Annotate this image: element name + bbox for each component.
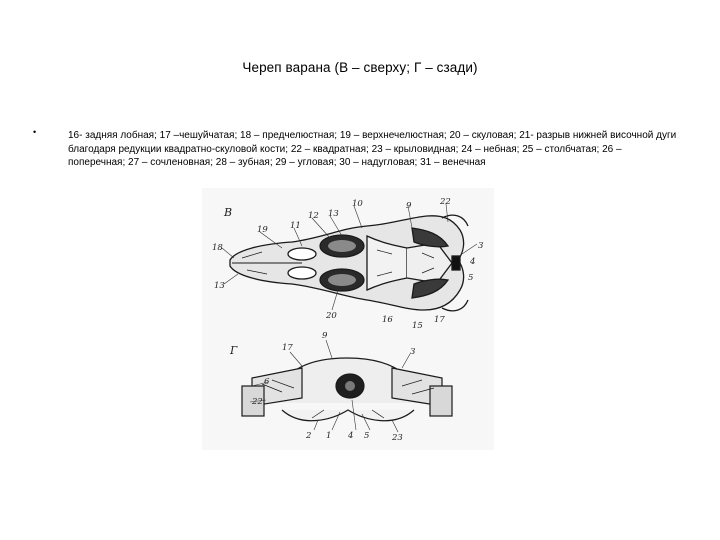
svg-text:1: 1 — [326, 431, 332, 441]
svg-text:6: 6 — [264, 377, 270, 387]
svg-text:3: 3 — [478, 241, 484, 251]
svg-text:12: 12 — [308, 211, 319, 221]
skull-illustration — [202, 188, 494, 450]
view-letter-top: В — [224, 206, 233, 219]
svg-text:23: 23 — [392, 433, 403, 443]
svg-text:15: 15 — [412, 321, 423, 331]
svg-text:16: 16 — [382, 315, 393, 325]
svg-text:11: 11 — [290, 221, 301, 231]
svg-text:2: 2 — [306, 431, 312, 441]
slide-title: Череп варана (В – сверху; Г – сзади) — [242, 60, 478, 75]
bullet-marker: • — [33, 127, 37, 137]
svg-text:5: 5 — [364, 431, 370, 441]
svg-text:22: 22 — [440, 197, 451, 207]
svg-text:18: 18 — [212, 243, 223, 253]
svg-text:20: 20 — [326, 311, 337, 321]
svg-text:9: 9 — [406, 201, 412, 211]
svg-text:17: 17 — [282, 343, 293, 353]
view-letter-back: Г — [230, 344, 238, 357]
svg-text:4: 4 — [348, 431, 354, 441]
svg-text:10: 10 — [352, 199, 363, 209]
svg-text:9: 9 — [322, 331, 328, 341]
caption-text: 16- задняя лобная; 17 –чешуйчатая; 18 – предчелюстная; 19 – верхнечелюстная; 20 – скуловая; 21- разрыв нижней височной дуги благодаря редукции квадратно-скуловой кости; 22 – квадратная; 23 – крыловидная; 24 – небная; 25 – столбчатая; 26 – поперечная; 27 – сочленовная; 28 – зубная; 29 – угловая; 30 – надугловая; 31 – венечная — [68, 130, 677, 168]
svg-text:4: 4 — [470, 257, 476, 267]
svg-text:3: 3 — [410, 347, 416, 357]
svg-text:19: 19 — [257, 225, 268, 235]
svg-text:17: 17 — [434, 315, 445, 325]
svg-text:22: 22 — [252, 397, 263, 407]
svg-text:5: 5 — [468, 273, 474, 283]
svg-text:13: 13 — [214, 281, 225, 291]
svg-text:13: 13 — [328, 209, 339, 219]
